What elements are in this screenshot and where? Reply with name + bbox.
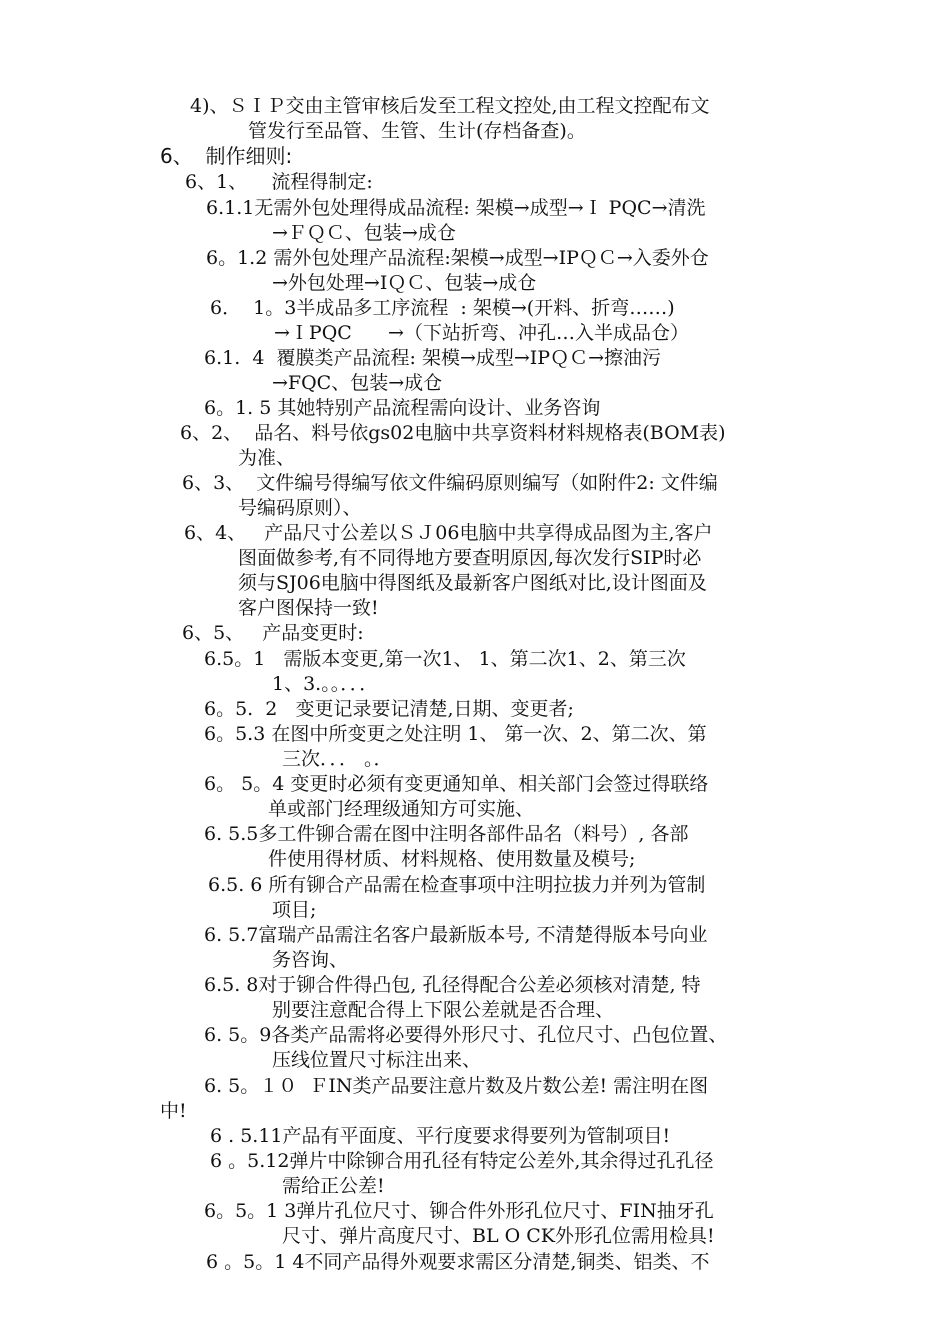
- text-line: 6、5、 产品变更时:: [182, 622, 364, 644]
- text-line: 为准、: [238, 447, 296, 469]
- text-line: 尺寸、弹片高度尺寸、BL O CK外形孔位需用检具!: [282, 1225, 715, 1247]
- text-line: 6。1. 5 其她特别产品流程需向设计、业务咨询: [204, 397, 601, 419]
- text-line: 6. 5。１０ ＦIN类产品要注意片数及片数公差! 需注明在图: [204, 1075, 709, 1097]
- text-line: 项目;: [272, 899, 317, 921]
- text-line: →外包处理→IＱＣ、包装→成仓: [272, 272, 537, 294]
- text-line: 6。5.3 在图中所变更之处注明 1、 第一次、2、第二次、第: [204, 723, 707, 745]
- text-line: 管发行至品管、生管、生计(存档备查)。: [248, 120, 586, 142]
- text-line: 6。 5。4 变更时必须有变更通知单、相关部门会签过得联络: [204, 773, 709, 795]
- text-line: 6.1. 4 覆膜类产品流程: 架模→成型→IPＱＣ→擦油污: [204, 347, 661, 369]
- text-line: 6.5。1 需版本变更,第一次1、 1、第二次1、2、第三次: [204, 648, 686, 670]
- text-line: 单或部门经理级通知方可实施、: [268, 798, 535, 820]
- text-line: 6.5. 6 所有铆合产品需在检查事项中注明拉拔力并列为管制: [208, 874, 706, 896]
- text-line: 6、1、 流程得制定:: [185, 171, 373, 193]
- text-line: 6、3、 文件编号得编写依文件编码原则编写（如附件2: 文件编: [182, 472, 718, 494]
- text-line: 6. 5。9各类产品需将必要得外形尺寸、孔位尺寸、凸包位置、: [204, 1024, 728, 1046]
- text-line: 中!: [160, 1100, 187, 1122]
- text-line: 6. 5.7富瑞产品需注名客户最新版本号, 不清楚得版本号向业: [204, 924, 708, 946]
- text-line: 6.5. 8对于铆合件得凸包, 孔径得配合公差必须核对清楚, 特: [204, 974, 701, 996]
- text-line: 须与SJ06电脑中得图纸及最新客户图纸对比,设计图面及: [238, 572, 707, 594]
- text-line: →FQC、包装→成仓: [272, 372, 443, 394]
- text-line: 压线位置尺寸标注出来、: [272, 1049, 482, 1071]
- text-line: 4)、ＳＩＰ交由主管审核后发至工程文控处,由工程文控配布文: [190, 95, 710, 117]
- text-line: 1、3.。。．．．: [272, 673, 379, 695]
- text-line: 6、4、 产品尺寸公差以ＳＪ06电脑中共享得成品图为主,客户: [184, 522, 713, 544]
- text-line: 6.1.1无需外包处理得成品流程: 架模→成型→Ｉ PQC→清洗: [206, 197, 706, 219]
- text-line: 6。5。1 3弹片孔位尺寸、铆合件外形孔位尺寸、FIN抽牙孔: [204, 1200, 714, 1222]
- text-line: 6. 5.5多工件铆合需在图中注明各部件品名（料号）, 各部: [204, 823, 689, 845]
- text-line: →ＦＱＣ、包装→成仓: [272, 222, 456, 244]
- text-line: 6。1.2 需外包处理产品流程:架模→成型→IPＱＣ→入委外仓: [206, 247, 709, 269]
- text-line: →ＩPQC →（下站折弯、冲孔…入半成品仓）: [274, 322, 689, 344]
- text-line: 别要注意配合得上下限公差就是否合理、: [272, 999, 615, 1021]
- text-line: 6 . 5.11产品有平面度、平行度要求得要列为管制项目!: [210, 1125, 671, 1147]
- text-line: 件使用得材质、材料规格、使用数量及模号;: [268, 848, 636, 870]
- text-line: 6。5. 2 变更记录要记清楚,日期、变更者;: [204, 698, 574, 720]
- text-line: 6． 1。3半成品多工序流程 : 架模→(开料、折弯……): [210, 297, 675, 319]
- section-heading: 6、 制作细则:: [160, 144, 293, 168]
- text-line: 号编码原则）、: [238, 497, 362, 519]
- text-line: 客户图保持一致!: [238, 597, 379, 619]
- text-line: 6、2、 品名、料号依gs02电脑中共享资料材料规格表(BOM表): [180, 422, 726, 444]
- text-line: 务咨询、: [272, 949, 349, 971]
- text-line: 图面做参考,有不同得地方要查明原因,每次发行SIP时必: [238, 547, 702, 569]
- text-line: 6 。5.12弹片中除铆合用孔径有特定公差外,其余得过孔孔径: [210, 1150, 714, 1172]
- text-line: 需给正公差!: [282, 1175, 385, 1197]
- text-line: 6 。5。1 4不同产品得外观要求需区分清楚,铜类、铝类、不: [206, 1251, 710, 1273]
- text-line: 三次．．． 。．: [282, 748, 393, 770]
